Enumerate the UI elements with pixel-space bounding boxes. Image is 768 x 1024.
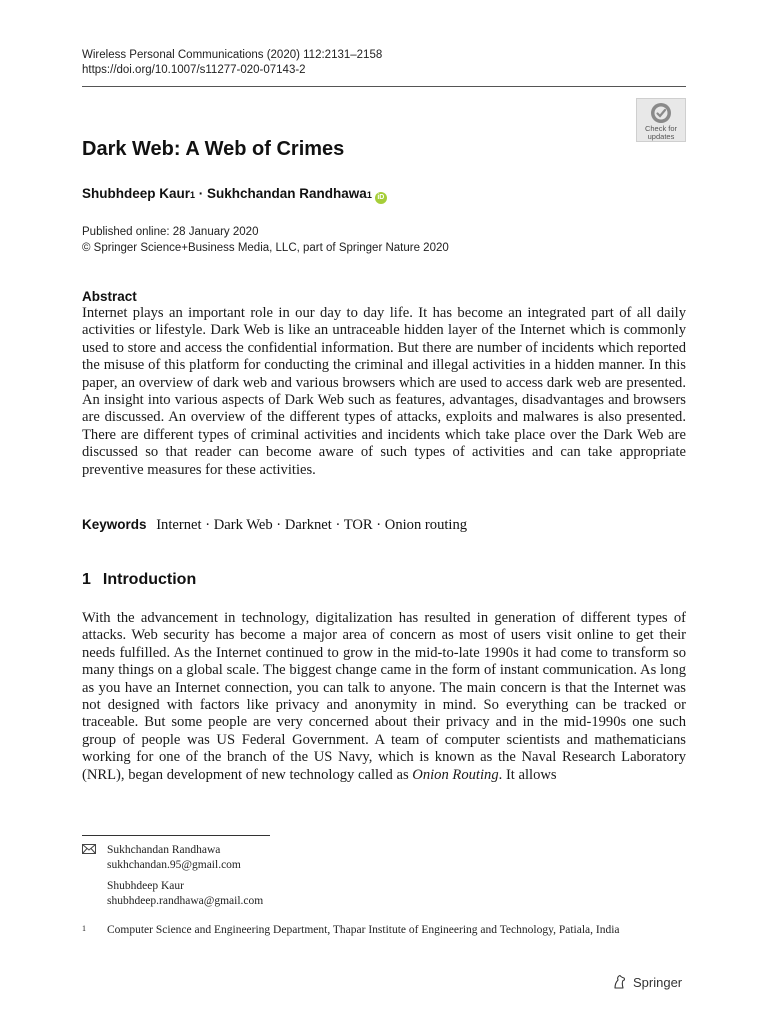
introduction-text <box>82 610 686 784</box>
check-for-updates-badge[interactable] <box>636 98 686 142</box>
affiliation-text: Computer Science and Engineering Department, Thapar Institute of Engineering and Technology, Patiala, India <box>107 924 620 936</box>
section-heading <box>82 571 196 589</box>
envelope-icon <box>82 844 96 854</box>
author-name: Shubhdeep Kaur <box>82 186 191 201</box>
abstract-heading: Abstract <box>82 289 137 304</box>
introduction-paragraph-end: . It allows <box>498 766 557 783</box>
author-separator: · <box>195 186 208 201</box>
paper-title: Dark Web: A Web of Crimes <box>82 138 345 160</box>
check-for-updates-icon <box>650 102 672 124</box>
springer-logo <box>612 974 682 990</box>
affiliation-marker: 1 <box>190 190 196 200</box>
emphasized-term: Onion Routing <box>412 766 499 783</box>
affiliation-marker: 1 <box>366 190 372 200</box>
author-list <box>82 186 387 203</box>
introduction-paragraph: With the advancement in technology, digitalization has resulted in generation of different types of attacks. Web security has become a major area of concern as most of users visit online to get their needs fulfilled. As the Internet continued to grow in the mid-to-late 1990s it had come to transform so many things on a global scale. The biggest change came in the form of instant communication. As long as you have an Internet connection, you can talk to anyone. The main concern is that the Internet was not designed with factors like privacy and anonymity in mind. So everything can be tracked or traceable. But some people are very concerned about their privacy and in the mid-1990s one such group of people was US Federal Government. A team of computer scientists and mathematicians working for one of the branch of the US Navy, which is known as the Naval Research Laboratory (NRL), began development of new technology called as <box>82 610 686 783</box>
footnote-divider <box>82 835 270 836</box>
journal-citation: Wireless Personal Communications (2020) 112:2131–2158 <box>82 49 383 61</box>
doi-link[interactable]: https://doi.org/10.1007/s11277-020-07143-2 <box>82 64 306 76</box>
affiliation-footnote-mark: 1 <box>82 924 86 933</box>
section-number: 1 <box>82 571 91 588</box>
header-divider <box>82 86 686 87</box>
springer-horse-icon <box>612 974 628 990</box>
section-title: Introduction <box>102 571 197 588</box>
author-name: Sukhchandan Randhawa <box>207 186 367 201</box>
corresponding-author-name: Sukhchandan Randhawa <box>107 844 221 856</box>
coauthor-email[interactable]: shubhdeep.randhawa@gmail.com <box>107 895 264 907</box>
copyright-notice: © Springer Science+Business Media, LLC, part of Springer Nature 2020 <box>82 242 449 254</box>
keywords-label: Keywords <box>82 517 147 532</box>
abstract-text: Internet plays an important role in our day to day life. It has become an integrated part of all daily activities or lifestyle. Dark Web is like an untraceable hidden layer of the Internet which is commonly used to store and access the confidential information. But there are number of incidents which reported the misuse of this platform for conducting the criminal and illegal activities in a hidden manner. In this paper, an overview of dark web and various browsers which are used to access dark web are presented. An insight into various aspects of Dark Web such as features, advantages, disadvantages and browsers are discussed. An overview of the different types of attacks, exploits and malwares is also presented. There are different types of criminal activities and incidents which take place over the Dark Web are discussed so that reader can become aware of such types of activities and can take appropriate preventive measures for these activities. <box>82 305 686 478</box>
coauthor-name: Shubhdeep Kaur <box>107 880 184 892</box>
keywords-row <box>82 517 686 534</box>
check-for-updates-label: Check for updates <box>644 124 678 141</box>
published-date: Published online: 28 January 2020 <box>82 226 259 238</box>
springer-wordmark: Springer <box>633 974 683 990</box>
orcid-icon[interactable]: iD <box>375 192 387 204</box>
keywords-list: Internet · Dark Web · Darknet · TOR · Onion routing <box>156 517 468 533</box>
corresponding-author-email[interactable]: sukhchandan.95@gmail.com <box>107 859 241 871</box>
